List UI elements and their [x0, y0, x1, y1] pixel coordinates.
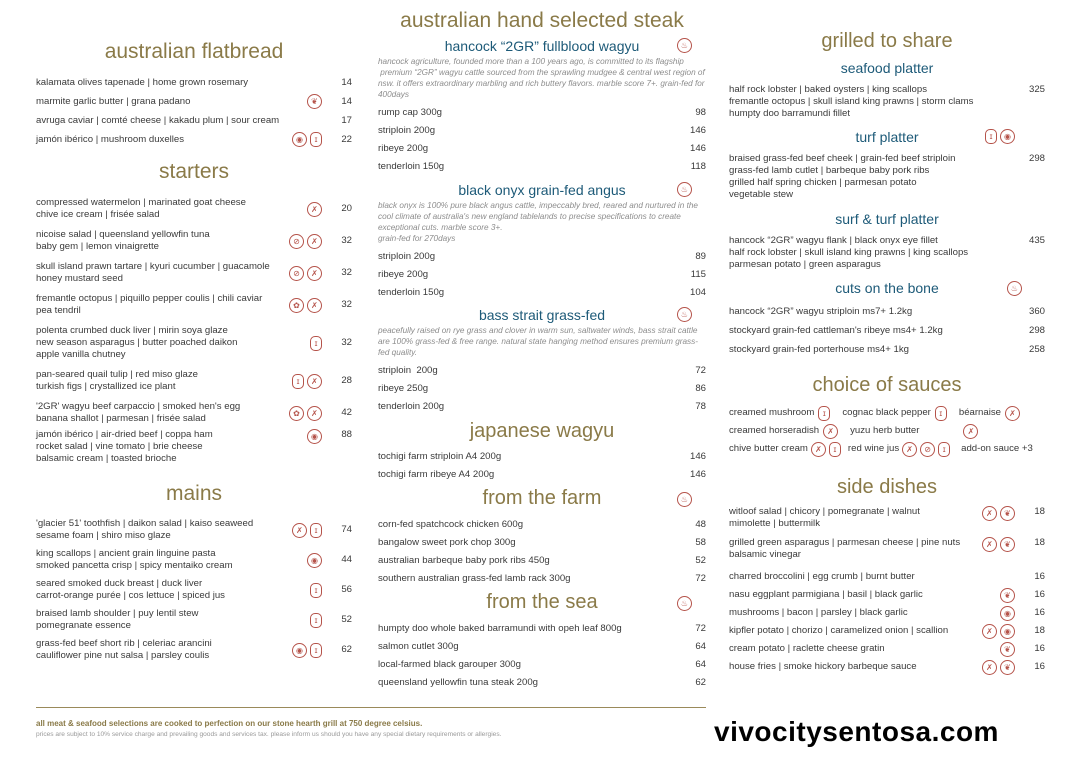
surf-turf-platter: hancock “2GR” wagyu flank | black onyx eye fillet half rock lobster | skull island king prawns | king scallops parmesan potato | green asparagus 435 — [729, 235, 1045, 270]
list-item: tenderloin 150g 118 — [378, 161, 706, 172]
wine-icon: ɪ — [292, 374, 304, 389]
list-item: bangalow sweet pork chop 300g 58 — [378, 537, 706, 548]
list-item: corn-fed spatchcock chicken 600g 48 — [378, 519, 706, 530]
wine-icon: ɪ — [310, 132, 322, 147]
list-item: polenta crumbed duck liver | mirin soya glaze new season asparagus | butter poached daikon apple vanilla chutney ɪ 32 — [36, 325, 352, 360]
wine-icon: ɪ — [938, 442, 950, 457]
nut-icon: ✗ — [307, 374, 322, 389]
steak-title: australian hand selected steak — [400, 9, 684, 32]
bass-desc: peacefully raised on rye grass and clover in warm sun, saltwater winds, bass strait cattle are 100% grass-fed & free range. natural state hanging method ensures premium grass-fed quality. — [378, 326, 698, 357]
sea-list — [378, 620, 706, 692]
list-item: skull island prawn tartare | kyuri cucumber | guacamole honey mustard seed ⊘ ✗ 32 — [36, 261, 352, 284]
pork-icon: ◉ — [292, 643, 307, 658]
mains-list — [36, 515, 352, 665]
list-item: fremantle octopus | piquillo pepper coulis | chili caviar pea tendril ✿ ✗ 32 — [36, 293, 352, 316]
sides-title: side dishes — [836, 476, 938, 498]
wine-icon: ɪ — [818, 406, 830, 421]
spicy-icon: ✿ — [289, 406, 304, 421]
nut-icon: ✗ — [307, 406, 322, 421]
no-gluten-icon: ⊘ — [289, 234, 304, 249]
list-item: grilled green asparagus | parmesan cheese | pine nuts balsamic vinegar ✗ ❦ 18 — [729, 537, 1045, 560]
list-item: seared smoked duck breast | duck liver carrot-orange purée | cos lettuce | spiced jus ɪ 56 — [36, 578, 352, 601]
pork-icon: ◉ — [307, 429, 322, 444]
bone-list — [729, 302, 1045, 359]
spicy-icon: ✿ — [289, 298, 304, 313]
steak-icon: ♨ — [677, 307, 692, 322]
turf-title: turf platter — [855, 129, 919, 145]
footer-note: all meat & seafood selections are cooked to perfection on our stone hearth grill at 750 degree celsius. — [36, 719, 423, 728]
pork-icon: ◉ — [1000, 129, 1015, 144]
nut-icon: ✗ — [307, 234, 322, 249]
flatbread-list — [36, 73, 352, 149]
onyx-section — [378, 182, 706, 302]
fish-icon: ♨ — [677, 596, 692, 611]
hancock-section — [378, 38, 706, 176]
list-item: salmon cutlet 300g 64 — [378, 641, 706, 652]
vegetarian-icon: ❦ — [1000, 660, 1015, 675]
wine-icon: ɪ — [985, 129, 997, 144]
list-item: stockyard grain-fed cattleman's ribeye ms4+ 1.2kg 298 — [729, 324, 1045, 336]
list-item: stockyard grain-fed porterhouse ms4+ 1kg 258 — [729, 343, 1045, 355]
wine-icon: ɪ — [310, 643, 322, 658]
steak-icon: ♨ — [1007, 281, 1022, 296]
vegetarian-icon: ❦ — [307, 94, 322, 109]
list-item: charred broccolini | egg crumb | burnt butter 16 — [729, 571, 1045, 582]
footer-divider — [36, 707, 706, 708]
nut-icon: ✗ — [982, 537, 997, 552]
nut-icon: ✗ — [811, 442, 826, 457]
nut-icon: ✗ — [292, 523, 307, 538]
farm-list — [378, 516, 706, 588]
list-item: ribeye 200g 115 — [378, 269, 706, 280]
nut-icon: ✗ — [307, 202, 322, 217]
flatbread-title: australian flatbread — [104, 40, 284, 63]
list-item: humpty doo whole baked barramundi with opeh leaf 800g 72 — [378, 623, 706, 634]
onyx-desc: black onyx is 100% pure black angus cattle, impeccably bred, reared and nurtured in the cool climate of australia's new england tablelands to precise specifications to create exceptional cuts. marble score 3+. — [378, 201, 698, 232]
list-item: striploin 200g 89 — [378, 251, 706, 262]
bone-title: cuts on the bone — [835, 280, 939, 296]
sauces-title: choice of sauces — [812, 374, 962, 396]
wine-icon: ɪ — [310, 583, 322, 598]
nut-icon: ✗ — [1005, 406, 1020, 421]
hancock-desc: hancock agriculture, founded more than a 100 years ago, is committed to its flagship premium “2GR” wagyu cattle sourced from the sprawling mudgee & central west region of nsw. it offers extraordinary marbling and rich buttery flavors. marble score 7+. grain-fed for 400days — [378, 57, 705, 99]
list-item: nasu eggplant parmigiana | basil | black garlic ❦ 16 — [729, 586, 1045, 604]
seafood-title: seafood platter — [840, 60, 934, 76]
grill-title: grilled to share — [821, 30, 953, 52]
list-item: nicoise salad | queensland yellowfin tuna baby gem | lemon vinaigrette ⊘ ✗ 32 — [36, 229, 352, 252]
nut-icon: ✗ — [982, 506, 997, 521]
vegetarian-icon: ❦ — [1000, 588, 1015, 603]
list-item: ribeye 250g 86 — [378, 383, 706, 394]
list-item: avruga caviar | comté cheese | kakadu plum | sour cream 17 — [36, 114, 352, 126]
list-item: local-farmed black garouper 300g 64 — [378, 659, 706, 670]
watermark: vivocitysentosa.com — [714, 716, 999, 747]
list-item: tenderloin 150g 104 — [378, 287, 706, 298]
list-item: jamón ibérico | mushroom duxelles ◉ ɪ 22 — [36, 130, 352, 149]
vegetarian-icon: ❦ — [1000, 642, 1015, 657]
pork-icon: ◉ — [307, 553, 322, 568]
starters-title: starters — [158, 160, 229, 183]
japanese-title: japanese wagyu — [469, 420, 615, 442]
wine-icon: ɪ — [935, 406, 947, 421]
list-item: kipfler potato | chorizo | caramelized onion | scallion ✗ ◉ 18 — [729, 622, 1045, 640]
surf-title: surf & turf platter — [835, 211, 939, 227]
list-item: braised lamb shoulder | puy lentil stew pomegranate essence ɪ 52 — [36, 608, 352, 631]
starters-list — [36, 193, 352, 473]
wine-icon: ɪ — [310, 613, 322, 628]
list-item: tochigi farm striploin A4 200g 146 — [378, 451, 706, 462]
nut-icon: ✗ — [902, 442, 917, 457]
pork-icon: ◉ — [292, 132, 307, 147]
list-item: kalamata olives tapenade | home grown rosemary 14 — [36, 76, 352, 88]
nut-icon: ✗ — [982, 660, 997, 675]
list-item: southern australian grass-fed lamb rack 300g 72 — [378, 573, 706, 584]
list-item: marmite garlic butter | grana padano ❦ 14 — [36, 92, 352, 111]
seafood-platter: half rock lobster | baked oysters | king scallops fremantle octopus | skull island king prawns | storm clams humpty doo barramundi fillet 325 — [729, 84, 1045, 119]
footer-disclaimer: prices are subject to 10% service charge and prevailing goods and services tax. please inform us should you have any special dietary requirements or allergies. — [36, 731, 502, 738]
sides-list — [729, 506, 1045, 676]
list-item: striploin 200g 146 — [378, 125, 706, 136]
list-item: cream potato | raclette cheese gratin ❦ 16 — [729, 640, 1045, 658]
farm-title: from the farm — [482, 487, 602, 509]
list-item: tenderloin 200g 78 — [378, 401, 706, 412]
steak-icon: ♨ — [677, 38, 692, 53]
vegetarian-icon: ❦ — [1000, 537, 1015, 552]
no-gluten-icon: ⊘ — [289, 266, 304, 281]
wine-icon: ɪ — [310, 336, 322, 351]
onyx-title: black onyx grain-fed angus — [458, 182, 626, 198]
nut-icon: ✗ — [963, 424, 978, 439]
list-item: tochigi farm ribeye A4 200g 146 — [378, 469, 706, 480]
list-item: pan-seared quail tulip | red miso glaze turkish figs | crystallized ice plant ɪ ✗ 28 — [36, 369, 352, 392]
nut-icon: ✗ — [307, 298, 322, 313]
list-item: australian barbeque baby pork ribs 450g 52 — [378, 555, 706, 566]
wine-icon: ɪ — [829, 442, 841, 457]
steak-icon: ♨ — [677, 182, 692, 197]
list-item: jamón ibérico | air-dried beef | coppa ham rocket salad | vine tomato | brie cheese balsamic cream | toasted brioche ◉ 88 — [36, 429, 352, 464]
nut-icon: ✗ — [823, 424, 838, 439]
chicken-icon: ♨ — [677, 492, 692, 507]
list-item: witloof salad | chicory | pomegranate | walnut mimolette | buttermilk ✗ ❦ 18 — [729, 506, 1045, 529]
list-item: '2GR' wagyu beef carpaccio | smoked hen's egg banana shallot | parmesan | frisée salad ✿ ✗ 42 — [36, 401, 352, 424]
no-gluten-icon: ⊘ — [920, 442, 935, 457]
vegetarian-icon: ❦ — [1000, 506, 1015, 521]
bass-section — [378, 307, 706, 416]
pork-icon: ◉ — [1000, 624, 1015, 639]
list-item: ribeye 200g 146 — [378, 143, 706, 154]
onyx-desc2: grain-fed for 270days — [378, 234, 456, 243]
list-item: house fries | smoke hickory barbeque sauce ✗ ❦ 16 — [729, 658, 1045, 676]
list-item: mushrooms | bacon | parsley | black garlic ◉ 16 — [729, 604, 1045, 622]
hancock-title: hancock “2GR” fullblood wagyu — [444, 38, 640, 54]
bass-title: bass strait grass-fed — [478, 307, 606, 323]
list-item: rump cap 300g 98 — [378, 107, 706, 118]
list-item: king scallops | ancient grain linguine pasta smoked pancetta crisp | spicy mentaiko cream ◉ 44 — [36, 548, 352, 571]
sea-title: from the sea — [486, 591, 598, 613]
mains-title: mains — [165, 482, 223, 505]
list-item: queensland yellowfin tuna steak 200g 62 — [378, 677, 706, 688]
list-item: striploin 200g 72 — [378, 365, 706, 376]
nut-icon: ✗ — [307, 266, 322, 281]
wine-icon: ɪ — [310, 523, 322, 538]
list-item: 'glacier 51' toothfish | daikon salad | kaiso seaweed sesame foam | shiro miso glaze ✗ ɪ 74 — [36, 518, 352, 541]
list-item: compressed watermelon | marinated goat cheese chive ice cream | frisée salad ✗ 20 — [36, 197, 352, 220]
list-item: grass-fed beef short rib | celeriac arancini cauliflower pine nut salsa | parsley coulis ◉ ɪ 62 — [36, 638, 352, 661]
nut-icon: ✗ — [982, 624, 997, 639]
pork-icon: ◉ — [1000, 606, 1015, 621]
sauces-list: creamed mushroom ɪ cognac black pepper ɪ béarnaise ✗ creamed horseradish ✗ yuzu herb butter ✗ chive butter cream ✗ ɪ red wine jus ✗ ⊘ ɪ add-on sauce +3 — [729, 404, 1045, 458]
list-item: hancock “2GR” wagyu striploin ms7+ 1.2kg 360 — [729, 305, 1045, 317]
japanese-list — [378, 448, 706, 484]
turf-platter: braised grass-fed beef cheek | grain-fed beef striploin grass-fed lamb cutlet | barbeque baby pork ribs grilled half spring chicken | parmesan potato vegetable stew 298 — [729, 153, 1045, 200]
